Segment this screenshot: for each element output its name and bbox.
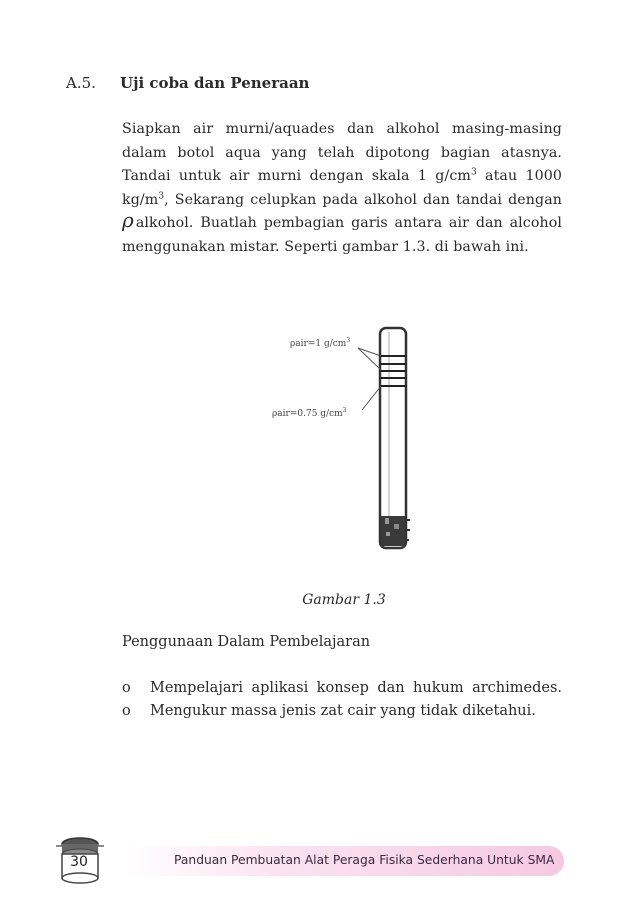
list-item-text-content: Mempelajari aplikasi konsep dan hukum archimedes.: [150, 680, 562, 696]
paragraph-text: , Sekarang celupkan pada alkohol dan tandai dengan: [164, 191, 562, 208]
tube-weight-detail: [386, 532, 390, 536]
page-footer: [0, 826, 638, 886]
tube-weight-detail: [385, 518, 389, 524]
tube-outline: [380, 328, 406, 548]
hydrometer-figure: [262, 320, 422, 552]
list-item-text: Mengukur massa jenis zat cair yang tidak diketahui.: [150, 703, 536, 719]
bullet-list: [122, 677, 562, 723]
paragraph-text: alkohol. Buatlah pembagian garis antara air dan alcohol menggunakan mistar. Seperti gambar 1.3. di bawah ini.: [122, 215, 562, 255]
leader-line: [362, 386, 381, 410]
tube-weight: [381, 516, 405, 546]
superscript: 3: [470, 167, 477, 178]
list-item: [122, 677, 562, 699]
leader-line: [358, 348, 381, 356]
label-bottom: ρair=0.75 $g/cm^3$: [272, 407, 347, 419]
list-item: [122, 700, 562, 722]
hydrometer-drawing: [262, 320, 422, 552]
body-paragraph: [122, 118, 562, 260]
paragraph-text: Siapkan air murni/aquades dan alkohol masing-masing dalam botol aqua yang telah dipotong bagian atasnya. Tandai untuk air murni dengan skala 1 g/cm: [122, 121, 562, 185]
label-top: ρair=1 $g/cm^3$: [290, 337, 351, 349]
footer-title: Panduan Pembuatan Alat Peraga Fisika Sederhana Untuk SMA: [174, 853, 555, 867]
leader-line: [358, 348, 381, 370]
bullet-marker: o: [122, 703, 131, 719]
bullet-marker: o: [122, 680, 131, 696]
superscript: 3: [158, 191, 165, 202]
section-number: A.5.: [66, 74, 96, 92]
rho-symbol: ρ: [122, 208, 134, 233]
tube-weight-detail: [394, 524, 399, 529]
figure-caption: Gambar 1.3: [302, 592, 386, 608]
page-number: 30: [70, 854, 88, 870]
list-item-text: [150, 677, 562, 699]
section-title: Uji coba dan Peneraan: [120, 74, 310, 92]
subheading: Penggunaan Dalam Pembelajaran: [122, 634, 371, 650]
paragraph-text: atau 1000 kg/m: [122, 168, 562, 208]
